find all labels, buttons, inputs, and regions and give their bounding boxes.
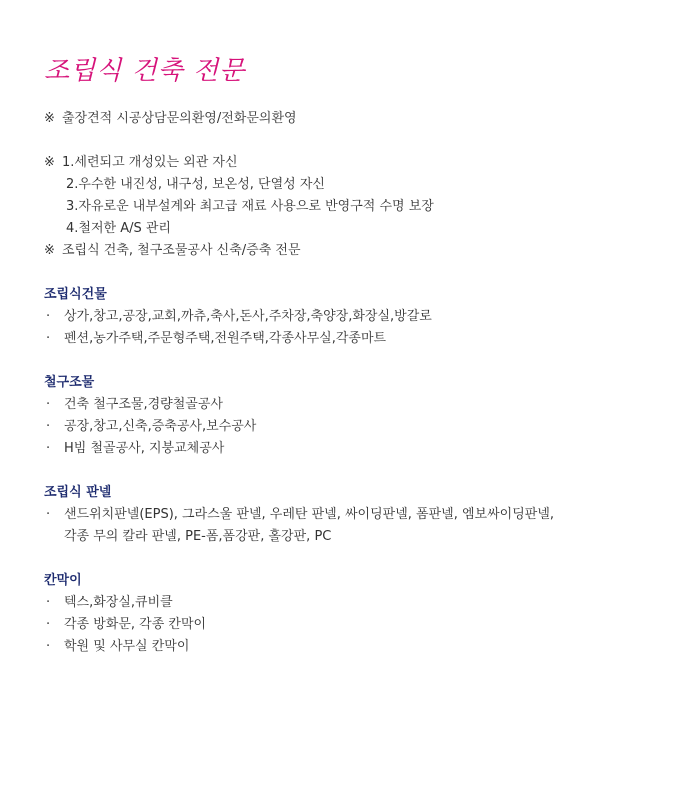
section xyxy=(44,284,664,350)
section xyxy=(44,372,664,460)
bullet-dot-icon: · xyxy=(46,617,51,632)
page-title: 조립식 건축 전문 xyxy=(44,56,246,86)
list-item xyxy=(44,438,664,460)
list-item-text: 상가,창고,공장,교회,까츄,축사,돈사,주차장,축양장,화장실,방갈로 xyxy=(64,309,432,324)
reference-mark-icon: ※ xyxy=(44,111,55,126)
section-title: 조립식 판넬 xyxy=(44,485,112,500)
list-item xyxy=(44,636,664,658)
intro-line: 3.자유로운 내부설계와 최고급 재료 사용으로 반영구적 수명 보장 xyxy=(66,199,434,214)
list-item-text: 건축 철구조물,경량철골공사 xyxy=(64,397,223,412)
list-item xyxy=(44,614,664,636)
section xyxy=(44,570,664,658)
list-item-continuation: 각종 무의 칼라 판넬, PE-폼,폼강판, 홀강판, PC xyxy=(64,529,332,544)
list-item xyxy=(44,394,664,416)
list-item-text: 펜션,농가주택,주문형주택,전원주택,각종사무실,각종마트 xyxy=(64,331,387,346)
list-item xyxy=(44,306,664,328)
bullet-dot-icon: · xyxy=(46,441,51,456)
list-item-text: H빔 철골공사, 지붕교체공사 xyxy=(64,441,225,456)
section-title: 조립식건물 xyxy=(44,287,107,302)
bullet-dot-icon: · xyxy=(46,309,51,324)
intro-text: 1.세련되고 개성있는 외관 자신 xyxy=(62,155,238,170)
bullet-dot-icon: · xyxy=(46,507,51,522)
list-item-text: 학원 및 사무실 칸막이 xyxy=(64,639,190,654)
list-item xyxy=(44,328,664,350)
intro-block xyxy=(44,108,644,262)
bullet-dot-icon: · xyxy=(46,331,51,346)
list-item-text: 텍스,화장실,큐비클 xyxy=(64,595,173,610)
section xyxy=(44,482,664,548)
list-item-text: 각종 방화문, 각종 칸막이 xyxy=(64,617,207,632)
intro-text: 조립식 건축, 철구조물공사 신축/증축 전문 xyxy=(62,243,301,258)
intro-line xyxy=(44,240,644,262)
bullet-dot-icon: · xyxy=(46,419,51,434)
list-item xyxy=(44,416,664,438)
bullet-dot-icon: · xyxy=(46,639,51,654)
intro-line: 4.철저한 A/S 관리 xyxy=(66,221,171,236)
list-item xyxy=(44,504,664,526)
reference-mark-icon: ※ xyxy=(44,243,55,258)
list-item-text: 샌드위치판넬(EPS), 그라스울 판넬, 우레탄 판넬, 싸이딩판넬, 폼판넬, 엠보싸이딩판넬, xyxy=(64,507,555,522)
list-item xyxy=(44,592,664,614)
section-title: 칸막이 xyxy=(44,573,82,588)
intro-line xyxy=(44,152,644,174)
section-title: 철구조물 xyxy=(44,375,95,390)
intro-text: 출장견적 시공상담문의환영/전화문의환영 xyxy=(62,111,297,126)
sections-list xyxy=(44,284,664,680)
intro-line xyxy=(44,108,644,130)
intro-line: 2.우수한 내진성, 내구성, 보온성, 단열성 자신 xyxy=(66,177,325,192)
bullet-dot-icon: · xyxy=(46,595,51,610)
bullet-dot-icon: · xyxy=(46,397,51,412)
reference-mark-icon: ※ xyxy=(44,155,55,170)
list-item-text: 공장,창고,신축,증축공사,보수공사 xyxy=(64,419,257,434)
